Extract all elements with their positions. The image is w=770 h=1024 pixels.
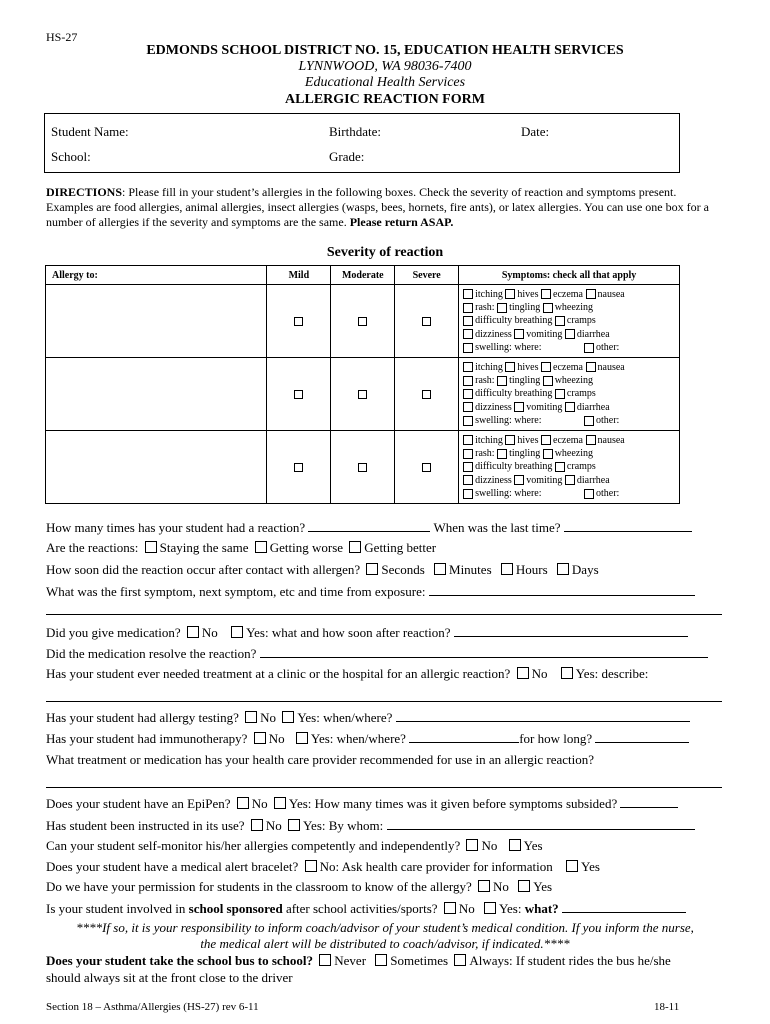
cramps-checkbox[interactable] [555, 316, 565, 326]
question-text-bold: school sponsored [188, 901, 283, 916]
epipen-yes-checkbox[interactable] [274, 797, 286, 809]
option-label: Yes: when/where? [310, 731, 406, 746]
wheezing-checkbox[interactable] [543, 449, 553, 459]
question-after-school [46, 900, 686, 917]
rash-checkbox[interactable] [463, 449, 473, 459]
allergy-field[interactable] [46, 358, 267, 431]
other-label: other: [596, 414, 620, 426]
col-mild: Mild [267, 266, 331, 285]
hives-checkbox[interactable] [505, 435, 515, 445]
form-code: HS-27 [46, 30, 78, 44]
hives-label: hives [517, 434, 539, 446]
tingling-checkbox[interactable] [497, 449, 507, 459]
option-label: Always: If student rides the bus he/she [469, 953, 671, 968]
directions [46, 185, 726, 230]
col-moderate: Moderate [331, 266, 395, 285]
bus-never-checkbox[interactable] [319, 954, 331, 966]
eczema-checkbox[interactable] [541, 435, 551, 445]
question-text: Is your student involved in [46, 901, 189, 916]
option-label: No [531, 666, 548, 681]
vomiting-label: vomiting [526, 474, 563, 486]
school-bus-continuation: should always sit at the front close to the driver [46, 970, 293, 985]
option-label: Yes: How many times was it given before symptoms subsided? [288, 796, 618, 811]
birthdate-label: Birthdate: [329, 124, 381, 139]
option-label: Yes [523, 838, 543, 853]
question-text: When was the last time? [433, 520, 561, 535]
severe-checkbox[interactable] [422, 463, 431, 472]
cramps-checkbox[interactable] [555, 389, 565, 399]
option-label-bold: what? [524, 901, 559, 916]
moderate-checkbox[interactable] [358, 463, 367, 472]
allergy-row [46, 358, 680, 431]
option-label: No: Ask health care provider for information [319, 859, 553, 874]
getting-worse-checkbox[interactable] [255, 541, 267, 553]
allergy-row [46, 431, 680, 504]
question-text: Does your student have an EpiPen? [46, 796, 231, 811]
directions-text: : Please fill in your student’s allergies in the following boxes. Check the severity of reaction and symptoms present. Examples are food allergies, animal allergies, insect allergies (wasps, bees, hornets, fire ants), or latex allergies. You can use one box for a number of allergies if the severity and symptoms are the same. [46, 185, 709, 229]
itching-label: itching [475, 434, 503, 446]
question-first-symptom [46, 583, 695, 600]
wheezing-label: wheezing [554, 448, 594, 460]
swelling-checkbox[interactable] [463, 416, 473, 426]
first-symptom-field[interactable] [429, 583, 695, 596]
difficulty-breathing-label: difficulty breathing [475, 315, 553, 327]
bracelet-yes-checkbox[interactable] [566, 860, 578, 872]
question-text: How many times has your student had a reaction? [46, 520, 306, 535]
instructed-no-checkbox[interactable] [251, 819, 263, 831]
coach-notice-line2: the medical alert will be distributed to coach/advisor, if indicated.**** [200, 936, 570, 951]
tingling-checkbox[interactable] [497, 376, 507, 386]
option-label: for how long? [519, 731, 593, 746]
swelling-label: swelling: where: [475, 414, 542, 426]
difficulty-breathing-checkbox[interactable] [463, 316, 473, 326]
option-label: Yes [533, 879, 553, 894]
question-text: Did the medication resolve the reaction? [46, 646, 257, 661]
allergy-row [46, 285, 680, 358]
epipen-count-field[interactable] [620, 795, 678, 808]
question-recommended-treatment [46, 752, 594, 768]
department-name: Educational Health Services [304, 75, 466, 90]
medication-yes-checkbox[interactable] [231, 626, 243, 638]
option-label: Sometimes [390, 953, 449, 968]
self-monitor-yes-checkbox[interactable] [509, 839, 521, 851]
dizziness-label: dizziness [475, 474, 512, 486]
dizziness-checkbox[interactable] [463, 329, 473, 339]
question-text: Has student been instructed in its use? [46, 818, 245, 833]
grade-label: Grade: [329, 149, 365, 164]
severity-title: Severity of reaction [326, 245, 444, 260]
activities-yes-checkbox[interactable] [484, 902, 496, 914]
district-title: EDMONDS SCHOOL DISTRICT NO. 15, EDUCATION HEALTH SERVICES [146, 43, 624, 58]
dizziness-label: dizziness [475, 401, 512, 413]
vomiting-checkbox[interactable] [514, 475, 524, 485]
cramps-label: cramps [566, 388, 596, 400]
first-symptom-line-2[interactable] [46, 600, 722, 615]
allergy-field[interactable] [46, 431, 267, 504]
severe-checkbox[interactable] [422, 317, 431, 326]
hives-label: hives [517, 288, 539, 300]
option-label: Yes: when/where? [297, 710, 393, 725]
mild-checkbox[interactable] [294, 463, 303, 472]
nausea-checkbox[interactable] [586, 435, 596, 445]
permission-yes-checkbox[interactable] [518, 880, 530, 892]
staying-same-checkbox[interactable] [145, 541, 157, 553]
cramps-label: cramps [566, 315, 596, 327]
question-text: What treatment or medication has your health care provider recommended for use in an allergic reaction? [46, 752, 595, 767]
date-label: Date: [521, 124, 550, 139]
option-label: Yes: what and how soon after reaction? [246, 625, 451, 640]
cramps-label: cramps [566, 461, 596, 473]
mild-checkbox[interactable] [294, 390, 303, 399]
directions-return: Please return ASAP. [349, 215, 454, 229]
tingling-label: tingling [509, 375, 541, 387]
question-self-monitor [46, 838, 543, 854]
hours-checkbox[interactable] [501, 563, 513, 575]
option-label: Getting worse [269, 540, 344, 555]
treatment-no-checkbox[interactable] [517, 667, 529, 679]
option-label: Minutes [449, 562, 492, 577]
activities-field[interactable] [562, 900, 686, 913]
rash-label: rash: [475, 448, 495, 460]
option-label: No [268, 731, 285, 746]
allergy-table [45, 265, 680, 504]
directions-label: DIRECTIONS [46, 185, 123, 199]
question-reaction-onset [46, 562, 599, 578]
student-info-box [44, 113, 680, 173]
diarrhea-label: diarrhea [576, 328, 610, 340]
rash-checkbox[interactable] [463, 303, 473, 313]
question-classroom-permission [46, 879, 552, 895]
wheezing-checkbox[interactable] [543, 303, 553, 313]
testing-yes-checkbox[interactable] [282, 711, 294, 723]
col-allergy: Allergy to: [46, 266, 267, 285]
wheezing-label: wheezing [554, 302, 594, 314]
option-label: No [458, 901, 475, 916]
diarrhea-checkbox[interactable] [565, 402, 575, 412]
question-medication [46, 624, 688, 641]
diarrhea-checkbox[interactable] [565, 329, 575, 339]
option-label: No [493, 879, 509, 894]
option-label: Yes [581, 859, 600, 874]
form-title: ALLERGIC REACTION FORM [285, 92, 485, 107]
instructed-yes-checkbox[interactable] [288, 819, 300, 831]
footer-section: Section 18 – Asthma/Allergies (HS-27) rev 6-11 [46, 1001, 259, 1013]
nausea-label: nausea [597, 288, 625, 300]
seconds-checkbox[interactable] [366, 563, 378, 575]
itching-checkbox[interactable] [463, 289, 473, 299]
immunotherapy-where-field[interactable] [409, 730, 519, 743]
symptoms-list [459, 358, 680, 431]
immunotherapy-no-checkbox[interactable] [254, 732, 266, 744]
table-header-row [46, 266, 680, 285]
option-label: Yes: By whom: [302, 818, 384, 833]
option-label: No [201, 625, 218, 640]
rash-checkbox[interactable] [463, 376, 473, 386]
question-epipen-instructed [46, 817, 695, 834]
question-text: Has your student had immunotherapy? [46, 731, 248, 746]
medication-field[interactable] [454, 624, 688, 637]
dizziness-checkbox[interactable] [463, 402, 473, 412]
question-reaction-count [46, 519, 692, 536]
nausea-checkbox[interactable] [586, 362, 596, 372]
itching-label: itching [475, 361, 503, 373]
eczema-checkbox[interactable] [541, 362, 551, 372]
rash-label: rash: [475, 375, 495, 387]
district-address: LYNNWOOD, WA 98036-7400 [298, 59, 472, 74]
question-allergy-testing [46, 709, 690, 726]
days-checkbox[interactable] [557, 563, 569, 575]
question-medication-resolve [46, 645, 708, 662]
recommended-treatment-line[interactable] [46, 773, 722, 788]
col-severe: Severe [395, 266, 459, 285]
immunotherapy-yes-checkbox[interactable] [296, 732, 308, 744]
hives-label: hives [517, 361, 539, 373]
student-name-label: Student Name: [51, 124, 129, 139]
dizziness-checkbox[interactable] [463, 475, 473, 485]
option-label: Never [334, 953, 367, 968]
minutes-checkbox[interactable] [434, 563, 446, 575]
treatment-description-line[interactable] [46, 687, 722, 702]
question-text: Does your student have a medical alert bracelet? [46, 859, 299, 874]
question-text: Do we have your permission for students in the classroom to know of the allergy? [46, 879, 472, 894]
question-text: Has your student had allergy testing? [46, 710, 239, 725]
question-text: What was the first symptom, next symptom, etc and time from exposure: [46, 584, 426, 599]
option-label: Yes: [498, 901, 525, 916]
swelling-label: swelling: where: [475, 341, 542, 353]
swelling-label: swelling: where: [475, 487, 542, 499]
school-label: School: [51, 149, 91, 164]
itching-checkbox[interactable] [463, 435, 473, 445]
vomiting-checkbox[interactable] [514, 402, 524, 412]
allergy-field[interactable] [46, 285, 267, 358]
eczema-label: eczema [553, 288, 583, 300]
option-label: Staying the same [159, 540, 249, 555]
option-label: Yes: describe: [575, 666, 649, 681]
wheezing-checkbox[interactable] [543, 376, 553, 386]
symptoms-list [459, 431, 680, 504]
itching-label: itching [475, 288, 503, 300]
itching-checkbox[interactable] [463, 362, 473, 372]
bus-sometimes-checkbox[interactable] [375, 954, 387, 966]
question-text: after school activities/sports? [282, 901, 438, 916]
other-label: other: [596, 341, 620, 353]
rash-label: rash: [475, 302, 495, 314]
vomiting-label: vomiting [526, 401, 563, 413]
col-symptoms: Symptoms: check all that apply [459, 266, 680, 285]
tingling-checkbox[interactable] [497, 303, 507, 313]
bracelet-no-checkbox[interactable] [305, 860, 317, 872]
option-label: Hours [515, 562, 548, 577]
moderate-checkbox[interactable] [358, 317, 367, 326]
permission-no-checkbox[interactable] [478, 880, 490, 892]
option-label: No [481, 838, 498, 853]
nausea-label: nausea [597, 361, 625, 373]
option-label: No [251, 796, 268, 811]
question-medical-bracelet [46, 859, 600, 875]
vomiting-checkbox[interactable] [514, 329, 524, 339]
activities-no-checkbox[interactable] [444, 902, 456, 914]
option-label: No [260, 710, 277, 725]
footer-page-number: 18-11 [654, 1001, 680, 1013]
diarrhea-checkbox[interactable] [565, 475, 575, 485]
severe-checkbox[interactable] [422, 390, 431, 399]
testing-field[interactable] [396, 709, 690, 722]
other-checkbox[interactable] [584, 489, 594, 499]
other-checkbox[interactable] [584, 416, 594, 426]
eczema-label: eczema [553, 434, 583, 446]
question-epipen [46, 795, 678, 812]
getting-better-checkbox[interactable] [349, 541, 361, 553]
wheezing-label: wheezing [554, 375, 594, 387]
medication-resolve-field[interactable] [260, 645, 708, 658]
question-treatment [46, 666, 648, 682]
hives-checkbox[interactable] [505, 362, 515, 372]
difficulty-breathing-checkbox[interactable] [463, 389, 473, 399]
bus-always-checkbox[interactable] [454, 954, 466, 966]
option-label: Days [571, 562, 599, 577]
symptoms-list [459, 285, 680, 358]
option-label: Getting better [364, 540, 437, 555]
diarrhea-label: diarrhea [576, 401, 610, 413]
option-label: Seconds [381, 562, 425, 577]
diarrhea-label: diarrhea [576, 474, 610, 486]
other-label: other: [596, 487, 620, 499]
other-checkbox[interactable] [584, 343, 594, 353]
question-text: How soon did the reaction occur after contact with allergen? [46, 562, 361, 577]
moderate-checkbox[interactable] [358, 390, 367, 399]
tingling-label: tingling [509, 448, 541, 460]
question-text-bold: Does your student take the school bus to school? [46, 953, 314, 968]
medication-no-checkbox[interactable] [187, 626, 199, 638]
swelling-checkbox[interactable] [463, 489, 473, 499]
question-text: Did you give medication? [46, 625, 181, 640]
immunotherapy-duration-field[interactable] [595, 730, 689, 743]
tingling-label: tingling [509, 302, 541, 314]
difficulty-breathing-label: difficulty breathing [475, 461, 553, 473]
eczema-checkbox[interactable] [541, 289, 551, 299]
question-text: Has your student ever needed treatment at a clinic or the hospital for an allergic reaction? [46, 666, 511, 681]
coach-notice-line1: ****If so, it is your responsibility to inform coach/advisor of your student’s medical condition. If you inform the nurse, [76, 920, 694, 935]
hives-checkbox[interactable] [505, 289, 515, 299]
eczema-label: eczema [553, 361, 583, 373]
last-time-field[interactable] [564, 519, 692, 532]
reaction-count-field[interactable] [308, 519, 430, 532]
instructed-by-field[interactable] [387, 817, 695, 830]
difficulty-breathing-label: difficulty breathing [475, 388, 553, 400]
nausea-label: nausea [597, 434, 625, 446]
epipen-no-checkbox[interactable] [237, 797, 249, 809]
cramps-checkbox[interactable] [555, 462, 565, 472]
option-label: No [265, 818, 282, 833]
treatment-yes-checkbox[interactable] [561, 667, 573, 679]
swelling-checkbox[interactable] [463, 343, 473, 353]
mild-checkbox[interactable] [294, 317, 303, 326]
dizziness-label: dizziness [475, 328, 512, 340]
vomiting-label: vomiting [526, 328, 563, 340]
question-text: Can your student self-monitor his/her allergies competently and independently? [46, 838, 461, 853]
question-school-bus [46, 953, 671, 969]
testing-no-checkbox[interactable] [245, 711, 257, 723]
difficulty-breathing-checkbox[interactable] [463, 462, 473, 472]
self-monitor-no-checkbox[interactable] [466, 839, 478, 851]
question-immunotherapy [46, 730, 689, 747]
nausea-checkbox[interactable] [586, 289, 596, 299]
question-text: Are the reactions: [46, 540, 139, 555]
question-reaction-trend [46, 540, 436, 556]
